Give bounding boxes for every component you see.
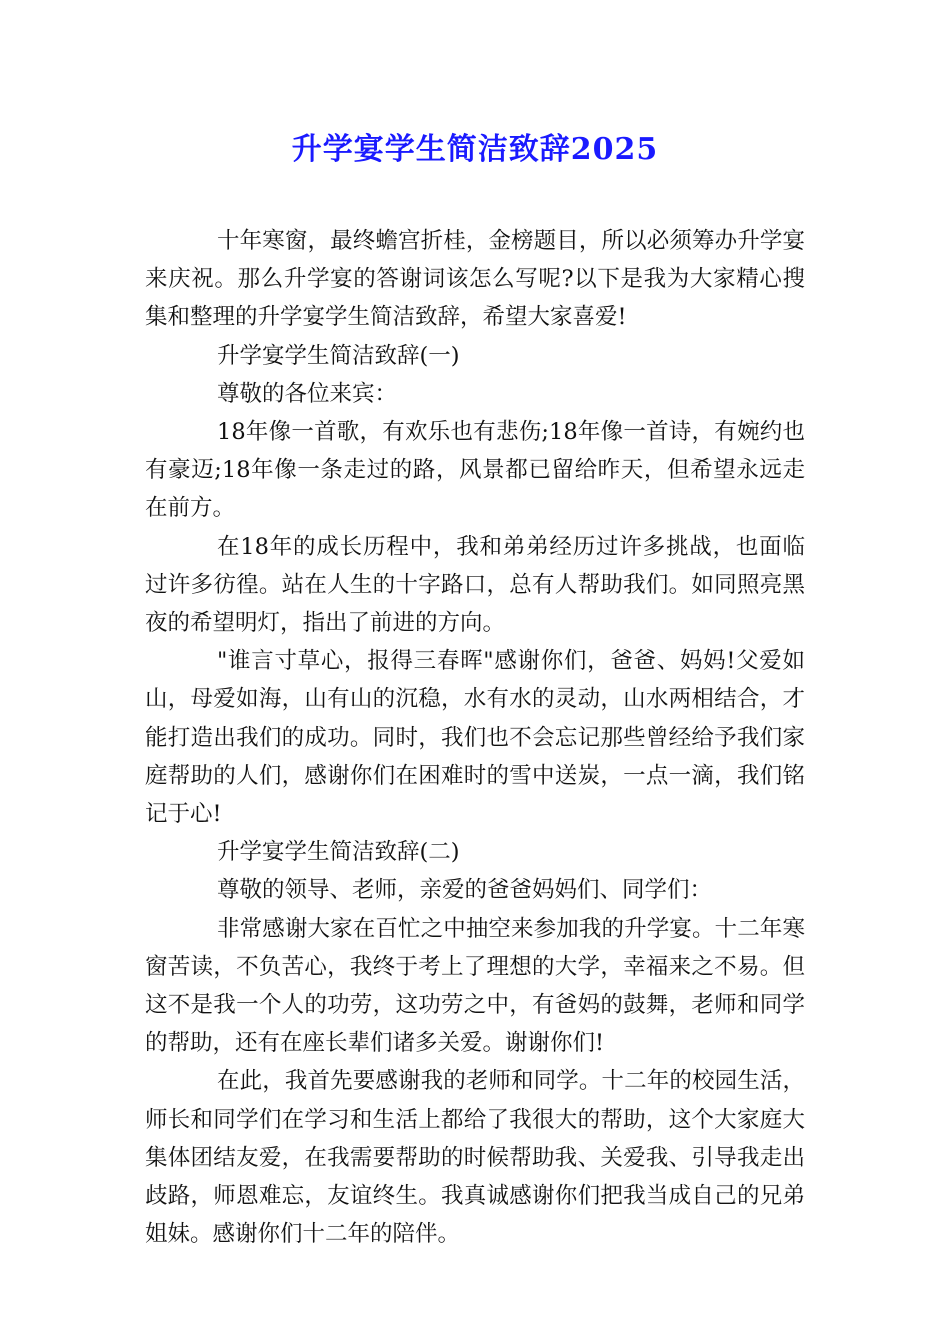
document-body xyxy=(145,222,805,1253)
intro-paragraph: 十年寒窗，最终蟾宫折桂，金榜题目，所以必须筹办升学宴来庆祝。那么升学宴的答谢词该怎么写呢?以下是我为大家精心搜集和整理的升学宴学生简洁致辞，希望大家喜爱! xyxy=(145,228,805,331)
section-heading-2: 升学宴学生简洁致辞(二) xyxy=(217,839,460,866)
document-title: 升学宴学生简洁致辞2025 xyxy=(291,132,659,167)
body-paragraph: 18年像一首歌，有欢乐也有悲伤;18年像一首诗，有婉约也有豪迈;18年像一条走过的路，风景都已留给昨天，但希望永远走在前方。 xyxy=(145,419,805,522)
section-heading-1: 升学宴学生简洁致辞(一) xyxy=(217,342,460,369)
salutation-2: 尊敬的领导、老师，亲爱的爸爸妈妈们、同学们： xyxy=(217,877,713,904)
body-paragraph: 非常感谢大家在百忙之中抽空来参加我的升学宴。十二年寒窗苦读，不负苦心，我终于考上了理想的大学，幸福来之不易。但这不是我一个人的功劳，这功劳之中，有爸妈的鼓舞，老师和同学的帮助，还有在座长辈们诸多关爱。谢谢你们! xyxy=(145,915,805,1057)
body-paragraph: 在18年的成长历程中，我和弟弟经历过许多挑战，也面临过许多彷徨。站在人生的十字路口，总有人帮助我们。如同照亮黑夜的希望明灯，指出了前进的方向。 xyxy=(145,533,805,637)
body-paragraph: "谁言寸草心，报得三春晖"感谢你们，爸爸、妈妈!父爱如山，母爱如海，山有山的沉稳，水有水的灵动，山水两相结合，才能打造出我们的成功。同时，我们也不会忘记那些曾经给予我们家庭帮助的人们，感谢你们在困难时的雪中送炭，一点一滴，我们铭记于心! xyxy=(145,648,805,828)
salutation-1: 尊敬的各位来宾： xyxy=(217,380,398,407)
body-paragraph: 在此，我首先要感谢我的老师和同学。十二年的校园生活，师长和同学们在学习和生活上都给了我很大的帮助，这个大家庭大集体团结友爱，在我需要帮助的时候帮助我、关爱我、引导我走出歧路，师恩难忘，友谊终生。我真诚感谢你们把我当成自己的兄弟姐妹。感谢你们十二年的陪伴。 xyxy=(145,1068,805,1248)
